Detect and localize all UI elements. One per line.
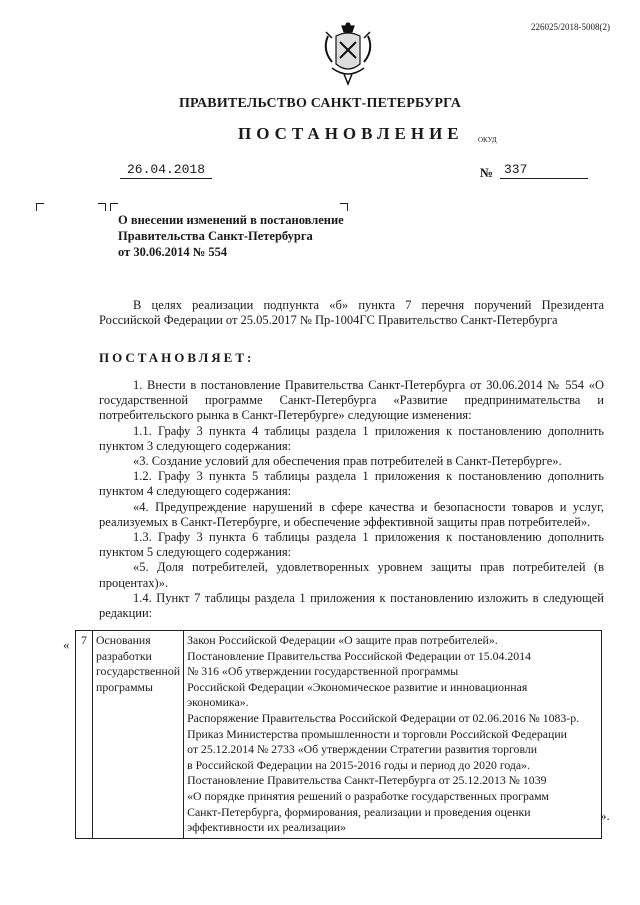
table-line: эффективности их реализации» [187,820,347,835]
table-line: Санкт-Петербурга, формирования, реализации и проведения оценки [187,804,531,819]
preamble-text: В целях реализации подпункта «б» пункта 7 перечня поручений Президента Российской Федерации от 25.05.2017 № Пр-1004ГС Правительство Санкт-Петербурга [99,298,604,328]
table-line: Распоряжение Правительства Российской Федерации от 02.06.2016 № 1083-р. [187,710,580,725]
document-title: ПОСТАНОВЛЕНИЕ [238,124,464,143]
coat-of-arms-icon [322,22,374,88]
subject-line: О внесении изменений в постановление [118,213,344,227]
table-line: Постановление Правительства Российской Федерации от 15.04.2014 [187,648,531,663]
document-subject [118,212,344,260]
document-date: 26.04.2018 [120,162,212,179]
decree-body [99,378,604,621]
paragraph: 1.2. Графу 3 пункта 5 таблицы раздела 1 приложения к постановлению дополнить пунктом 4 следующего содержания: [99,469,604,499]
table-row [76,631,602,839]
paragraph: 1. Внести в постановление Правительства Санкт-Петербурга от 30.06.2014 № 554 «О государственной программе Санкт-Петербурга «Развитие предпринимательства и потребительского рынка в Санкт-Петербурге» следующие изменения: [99,378,604,423]
table-cell-label: Основания разработки государственной программы [93,631,184,839]
decree-word: ПОСТАНОВЛЯЕТ: [99,350,255,365]
table-cell-number: 7 [76,631,93,839]
paragraph: 1.1. Графу 3 пункта 4 таблицы раздела 1 приложения к постановлению дополнить пунктом 3 следующего содержания: [99,423,604,453]
table-cell-content [184,631,602,839]
corner-mark-left [36,203,44,211]
corner-mark-mid [98,203,106,211]
paragraph: 1.4. Пункт 7 таблицы раздела 1 приложения к постановлению изложить в следующей редакции: [99,590,604,621]
quote-open: « [63,637,70,652]
number-sign: № [480,165,494,180]
okud-label: ОКУД [478,136,497,144]
preamble [99,298,604,328]
table-line: Российской Федерации «Экономическое развитие и инновационная [187,679,528,694]
subject-line: от 30.06.2014 № 554 [118,245,228,259]
corner-mark-inner [110,203,118,211]
table-line: в Российской Федерации на 2015-2016 годы и период до 2020 года». [187,757,531,772]
government-heading: ПРАВИТЕЛЬСТВО САНКТ-ПЕТЕРБУРГА [178,96,462,111]
table-line: Закон Российской Федерации «О защите прав потребителей». [187,633,498,647]
table-line: Приказ Министерства промышленности и торговли Российской Федерации [187,726,567,741]
table-line: «О порядке принятия решений о разработке государственных программ [187,788,550,803]
table-line: № 316 «Об утверждении государственной программы [187,664,459,679]
document-number: 337 [500,162,588,179]
document-id: 226025/2018-5008(2) [531,22,610,32]
paragraph: «5. Доля потребителей, удовлетворенных уровнем защиты прав потребителей (в процентах)». [99,560,604,590]
paragraph: «3. Создание условий для обеспечения прав потребителей в Санкт-Петербурге». [133,454,562,469]
paragraph: «4. Предупреждение нарушений в сфере качества и безопасности товаров и услуг, реализуемых в Санкт-Петербурге, и обеспечение эффективной защиты прав потребителей». [99,499,604,529]
table-line: экономика». [187,695,249,710]
table-line: от 25.12.2014 № 2733 «Об утверждении Стратегии развития торговли [187,742,538,757]
quote-close: ». [600,808,610,823]
paragraph: 1.3. Графу 3 пункта 6 таблицы раздела 1 приложения к постановлению дополнить пунктом 5 следующего содержания: [99,530,604,560]
table-line: Постановление Правительства Санкт-Петербурга от 25.12.2013 № 1039 [187,773,547,788]
amendment-table [75,630,602,839]
corner-mark-right [340,203,348,211]
subject-line: Правительства Санкт-Петербурга [118,229,313,243]
